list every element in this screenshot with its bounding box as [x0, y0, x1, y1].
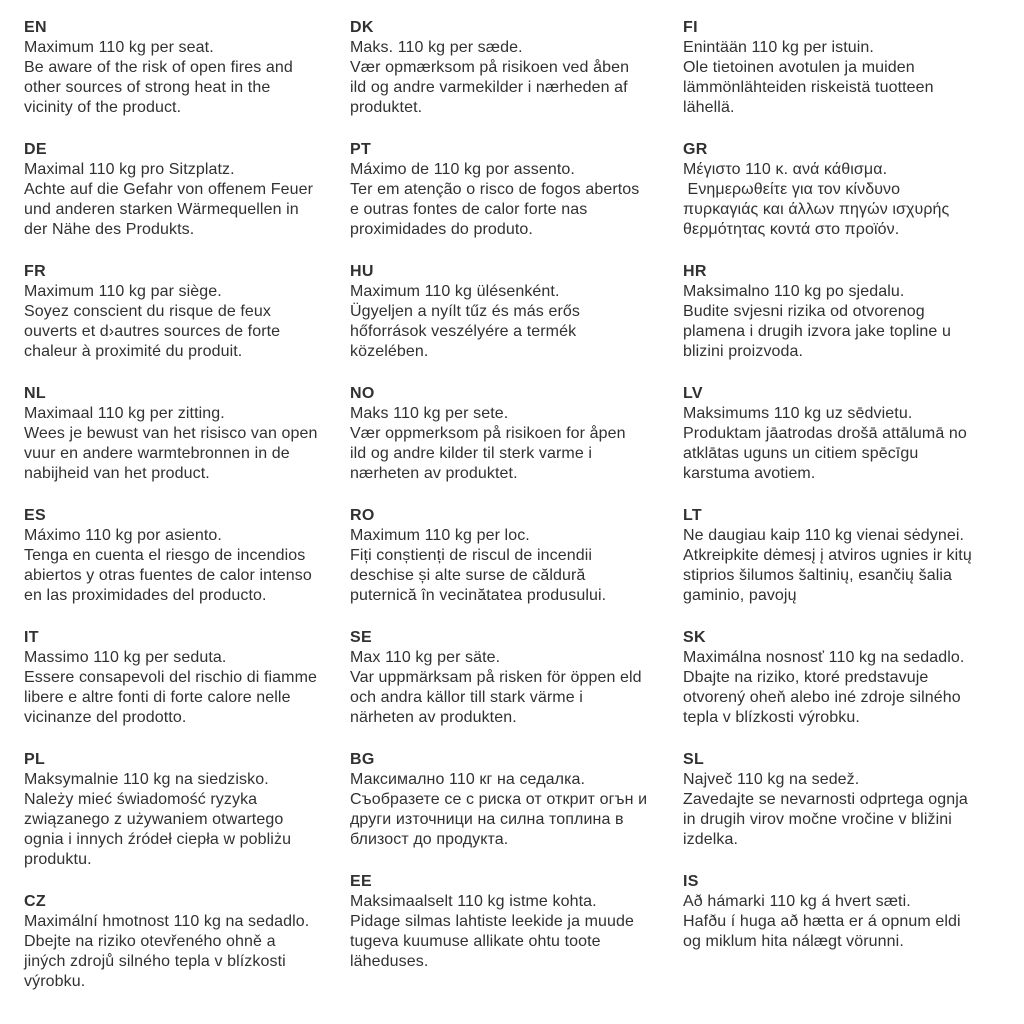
- column-2: [350, 18, 683, 994]
- language-code: SL: [683, 751, 705, 768]
- language-code: FR: [24, 263, 46, 280]
- language-block-pt: [350, 140, 683, 240]
- language-text: Maximum 110 kg ülésenként. Ügyeljen a nyílt tűz és más erős hőforrások veszélyére a termék közelében.: [350, 283, 580, 360]
- language-code: RO: [350, 507, 375, 524]
- columns-wrapper: [24, 18, 1024, 1014]
- language-code: EN: [24, 19, 47, 36]
- language-block-dk: [350, 18, 683, 118]
- language-block-is: [683, 872, 1024, 952]
- language-block-se: [350, 628, 683, 728]
- language-text: Največ 110 kg na sedež. Zavedajte se nevarnosti odprtega ognja in drugih virov močne vročine v bližini izdelka.: [683, 771, 968, 848]
- language-block-sk: [683, 628, 1024, 728]
- language-block-ee: [350, 872, 683, 972]
- column-1: [24, 18, 350, 1014]
- language-block-sl: [683, 750, 1024, 850]
- language-block-cz: [24, 892, 350, 992]
- language-block-hr: [683, 262, 1024, 362]
- language-text: Maximálna nosnosť 110 kg na sedadlo. Dbajte na riziko, ktoré predstavuje otvorený oheň alebo iné zdroje silného tepla v blízkosti výrobku.: [683, 649, 965, 726]
- language-block-it: [24, 628, 350, 728]
- language-text: Максимално 110 кг на седалка. Съобразете се с риска от открит огън и други източници на силна топлина в близост до продукта.: [350, 771, 648, 848]
- language-text: Maximal 110 kg pro Sitzplatz. Achte auf die Gefahr von offenem Feuer und anderen starken Wärmequellen in der Nähe des Produkts.: [24, 161, 314, 238]
- language-code: PT: [350, 141, 372, 158]
- language-code: LV: [683, 385, 703, 402]
- language-block-bg: [350, 750, 683, 850]
- language-block-ro: [350, 506, 683, 606]
- language-block-fr: [24, 262, 350, 362]
- language-code: NO: [350, 385, 375, 402]
- language-code: IS: [683, 873, 699, 890]
- language-text: Maksimaalselt 110 kg istme kohta. Pidage silmas lahtiste leekide ja muude tugeva kuumuse allikate ohtu toote läheduses.: [350, 893, 635, 970]
- language-code: DK: [350, 19, 374, 36]
- language-code: CZ: [24, 893, 46, 910]
- language-block-es: [24, 506, 350, 606]
- language-code: BG: [350, 751, 375, 768]
- language-block-lt: [683, 506, 1024, 606]
- language-text: Ne daugiau kaip 110 kg vienai sėdynei. Atkreipkite dėmesį į atviros ugnies ir kitų stiprios šilumos šaltinių, esančių šalia gaminio, pavojų: [683, 527, 972, 604]
- language-text: Maksymalnie 110 kg na siedzisko. Należy mieć świadomość ryzyka związanego z używaniem otwartego ognia i innych źródeł ciepła w pobliżu produktu.: [24, 771, 292, 868]
- language-text: Μέγιστο 110 κ. ανά κάθισμα. Ενημερωθείτε για τον κίνδυνο πυρκαγιάς και άλλων πηγών ισχυρής θερμότητας κοντά στο προϊόν.: [683, 161, 950, 238]
- language-block-nl: [24, 384, 350, 484]
- language-text: Enintään 110 kg per istuin. Ole tietoinen avotulen ja muiden lämmönlähteiden riskeistä tuotteen lähellä.: [683, 39, 934, 116]
- language-block-gr: [683, 140, 1024, 240]
- language-code: FI: [683, 19, 698, 36]
- language-block-en: [24, 18, 350, 118]
- language-text: Maximum 110 kg par siège. Soyez conscient du risque de feux ouverts et d›autres sources de forte chaleur à proximité du produit.: [24, 283, 281, 360]
- language-text: Maximum 110 kg per seat. Be aware of the risk of open fires and other sources of strong heat in the vicinity of the product.: [24, 39, 293, 116]
- language-block-no: [350, 384, 683, 484]
- language-text: Maximální hmotnost 110 kg na sedadlo. Dbejte na riziko otevřeného ohně a jiných zdrojů silného tepla v blízkosti výrobku.: [24, 913, 310, 990]
- language-text: Maximum 110 kg per loc. Fiți conștienți de riscul de incendii deschise și alte surse de căldură puternică în vecinătatea produsului.: [350, 527, 607, 604]
- language-block-hu: [350, 262, 683, 362]
- language-text: Maksimalno 110 kg po sjedalu. Budite svjesni rizika od otvorenog plamena i drugih izvora jake topline u blizini proizvoda.: [683, 283, 951, 360]
- language-block-pl: [24, 750, 350, 870]
- language-text: Maks. 110 kg per sæde. Vær opmærksom på risikoen ved åben ild og andre varmekilder i nærheden af produktet.: [350, 39, 630, 116]
- language-block-fi: [683, 18, 1024, 118]
- language-code: GR: [683, 141, 708, 158]
- language-block-de: [24, 140, 350, 240]
- language-text: Maksimums 110 kg uz sēdvietu. Produktam jāatrodas drošā attālumā no atklātas uguns un citiem spēcīgu karstuma avotiem.: [683, 405, 967, 482]
- language-code: EE: [350, 873, 372, 890]
- language-text: Máximo 110 kg por asiento. Tenga en cuenta el riesgo de incendios abiertos y otras fuentes de calor intenso en las proximidades del producto.: [24, 527, 312, 604]
- column-3: [683, 18, 1024, 974]
- language-code: HU: [350, 263, 374, 280]
- language-text: Maks 110 kg per sete. Vær oppmerksom på risikoen for åpen ild og andre kilder til sterk varme i nærheten av produktet.: [350, 405, 626, 482]
- language-text: Maximaal 110 kg per zitting. Wees je bewust van het risisco van open vuur en andere warmtebronnen in de nabijheid van het product.: [24, 405, 318, 482]
- language-code: SK: [683, 629, 706, 646]
- language-code: HR: [683, 263, 707, 280]
- language-text: Massimo 110 kg per seduta. Essere consapevoli del rischio di fiamme libere e altre fonti di forte calore nelle vicinanze del prodotto.: [24, 649, 318, 726]
- language-text: Max 110 kg per säte. Var uppmärksam på risken för öppen eld och andra källor till stark värme i närheten av produkten.: [350, 649, 642, 726]
- language-code: ES: [24, 507, 46, 524]
- language-code: DE: [24, 141, 47, 158]
- language-text: Máximo de 110 kg por assento. Ter em atenção o risco de fogos abertos e outras fontes de calor forte nas proximidades do produto.: [350, 161, 640, 238]
- language-code: NL: [24, 385, 46, 402]
- language-code: PL: [24, 751, 46, 768]
- language-code: IT: [24, 629, 39, 646]
- language-code: SE: [350, 629, 372, 646]
- language-code: LT: [683, 507, 702, 524]
- language-block-lv: [683, 384, 1024, 484]
- language-text: Að hámarki 110 kg á hvert sæti. Hafðu í huga að hætta er á opnum eldi og miklum hita nálægt vörunni.: [683, 893, 961, 950]
